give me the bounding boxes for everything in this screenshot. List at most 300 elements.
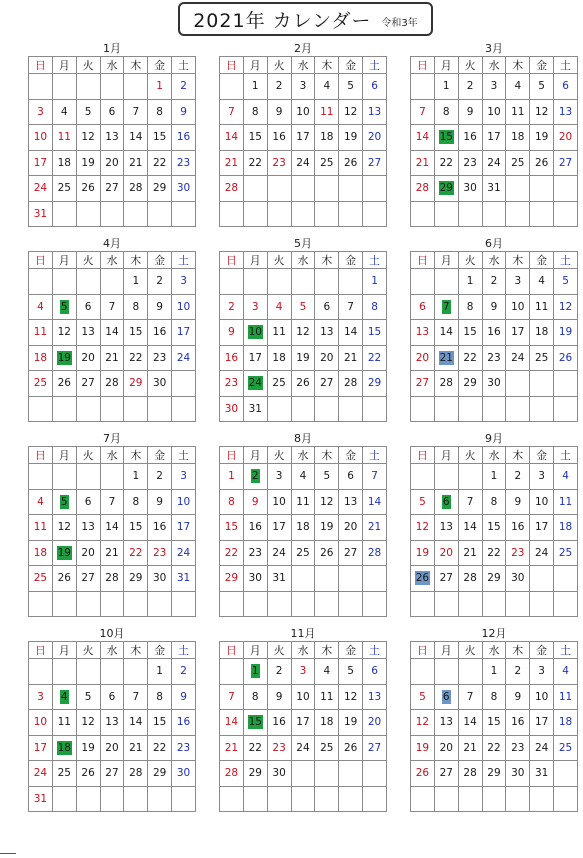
day-cell[interactable]: 11 bbox=[29, 320, 53, 346]
day-cell[interactable] bbox=[172, 201, 196, 227]
day-cell[interactable]: 5 bbox=[315, 464, 339, 490]
day-cell[interactable] bbox=[29, 269, 53, 295]
day-cell[interactable]: 22 bbox=[243, 150, 267, 176]
day-cell[interactable]: 22 bbox=[220, 540, 244, 566]
day-cell[interactable] bbox=[411, 566, 435, 592]
day-cell[interactable]: 15 bbox=[363, 320, 387, 346]
day-cell[interactable]: 12 bbox=[291, 320, 315, 346]
day-cell[interactable] bbox=[482, 786, 506, 812]
day-cell[interactable] bbox=[434, 294, 458, 320]
day-cell[interactable] bbox=[172, 371, 196, 397]
day-cell[interactable] bbox=[220, 591, 244, 617]
day-cell[interactable]: 20 bbox=[76, 345, 100, 371]
day-cell[interactable]: 29 bbox=[124, 371, 148, 397]
day-cell[interactable]: 2 bbox=[267, 74, 291, 100]
day-cell[interactable]: 20 bbox=[434, 540, 458, 566]
day-cell[interactable]: 19 bbox=[411, 540, 435, 566]
day-cell[interactable] bbox=[554, 371, 578, 397]
day-cell[interactable]: 17 bbox=[243, 345, 267, 371]
day-cell[interactable]: 25 bbox=[554, 735, 578, 761]
day-cell[interactable] bbox=[339, 176, 363, 202]
day-cell[interactable] bbox=[291, 761, 315, 787]
day-cell[interactable] bbox=[148, 591, 172, 617]
day-cell[interactable]: 8 bbox=[148, 99, 172, 125]
day-cell[interactable] bbox=[76, 464, 100, 490]
day-cell[interactable] bbox=[291, 269, 315, 295]
day-cell[interactable] bbox=[363, 786, 387, 812]
day-cell[interactable]: 2 bbox=[172, 659, 196, 685]
day-cell[interactable]: 20 bbox=[76, 540, 100, 566]
day-cell[interactable]: 12 bbox=[411, 710, 435, 736]
day-cell[interactable] bbox=[339, 396, 363, 422]
day-cell[interactable] bbox=[52, 269, 76, 295]
day-cell[interactable]: 8 bbox=[363, 294, 387, 320]
day-cell[interactable]: 11 bbox=[506, 99, 530, 125]
day-cell[interactable]: 20 bbox=[363, 710, 387, 736]
day-cell[interactable] bbox=[267, 396, 291, 422]
day-cell[interactable]: 24 bbox=[482, 150, 506, 176]
day-cell[interactable]: 28 bbox=[100, 371, 124, 397]
day-cell[interactable]: 9 bbox=[506, 684, 530, 710]
day-cell[interactable] bbox=[172, 591, 196, 617]
day-cell[interactable]: 10 bbox=[172, 489, 196, 515]
day-cell[interactable]: 16 bbox=[148, 515, 172, 541]
day-cell[interactable] bbox=[315, 396, 339, 422]
day-cell[interactable]: 4 bbox=[29, 489, 53, 515]
day-cell[interactable]: 5 bbox=[339, 74, 363, 100]
day-cell[interactable]: 15 bbox=[458, 320, 482, 346]
day-cell[interactable]: 10 bbox=[172, 294, 196, 320]
day-cell[interactable] bbox=[291, 396, 315, 422]
day-cell[interactable]: 19 bbox=[530, 125, 554, 151]
day-cell[interactable]: 31 bbox=[267, 566, 291, 592]
day-cell[interactable] bbox=[506, 786, 530, 812]
day-cell[interactable]: 4 bbox=[52, 99, 76, 125]
day-cell[interactable]: 22 bbox=[148, 735, 172, 761]
day-cell[interactable]: 26 bbox=[52, 566, 76, 592]
day-cell[interactable]: 14 bbox=[220, 710, 244, 736]
day-cell[interactable] bbox=[530, 176, 554, 202]
day-cell[interactable]: 11 bbox=[315, 99, 339, 125]
day-cell[interactable] bbox=[458, 464, 482, 490]
day-cell[interactable] bbox=[315, 566, 339, 592]
day-cell[interactable]: 11 bbox=[267, 320, 291, 346]
day-cell[interactable]: 13 bbox=[339, 489, 363, 515]
day-cell[interactable]: 23 bbox=[506, 540, 530, 566]
day-cell[interactable]: 11 bbox=[530, 294, 554, 320]
day-cell[interactable]: 31 bbox=[530, 761, 554, 787]
day-cell[interactable] bbox=[506, 371, 530, 397]
day-cell[interactable]: 27 bbox=[315, 371, 339, 397]
day-cell[interactable] bbox=[243, 659, 267, 685]
day-cell[interactable]: 27 bbox=[554, 150, 578, 176]
day-cell[interactable]: 3 bbox=[172, 464, 196, 490]
day-cell[interactable] bbox=[267, 176, 291, 202]
day-cell[interactable]: 29 bbox=[458, 371, 482, 397]
day-cell[interactable] bbox=[339, 201, 363, 227]
day-cell[interactable]: 1 bbox=[482, 659, 506, 685]
day-cell[interactable]: 19 bbox=[76, 735, 100, 761]
day-cell[interactable]: 29 bbox=[363, 371, 387, 397]
day-cell[interactable] bbox=[434, 659, 458, 685]
day-cell[interactable]: 23 bbox=[506, 735, 530, 761]
day-cell[interactable]: 18 bbox=[554, 515, 578, 541]
day-cell[interactable]: 11 bbox=[52, 125, 76, 151]
day-cell[interactable]: 22 bbox=[482, 540, 506, 566]
day-cell[interactable]: 7 bbox=[100, 489, 124, 515]
day-cell[interactable]: 30 bbox=[267, 761, 291, 787]
day-cell[interactable]: 26 bbox=[339, 735, 363, 761]
day-cell[interactable]: 10 bbox=[29, 710, 53, 736]
day-cell[interactable]: 4 bbox=[506, 74, 530, 100]
day-cell[interactable]: 21 bbox=[100, 345, 124, 371]
day-cell[interactable]: 7 bbox=[100, 294, 124, 320]
day-cell[interactable]: 16 bbox=[267, 125, 291, 151]
day-cell[interactable] bbox=[124, 396, 148, 422]
day-cell[interactable] bbox=[243, 176, 267, 202]
day-cell[interactable]: 25 bbox=[267, 371, 291, 397]
day-cell[interactable]: 1 bbox=[243, 74, 267, 100]
day-cell[interactable]: 2 bbox=[482, 269, 506, 295]
day-cell[interactable]: 22 bbox=[363, 345, 387, 371]
day-cell[interactable]: 8 bbox=[148, 684, 172, 710]
day-cell[interactable]: 6 bbox=[363, 659, 387, 685]
day-cell[interactable]: 1 bbox=[124, 464, 148, 490]
day-cell[interactable]: 24 bbox=[267, 540, 291, 566]
day-cell[interactable]: 3 bbox=[506, 269, 530, 295]
day-cell[interactable]: 9 bbox=[482, 294, 506, 320]
day-cell[interactable]: 8 bbox=[458, 294, 482, 320]
day-cell[interactable]: 14 bbox=[124, 125, 148, 151]
day-cell[interactable]: 29 bbox=[148, 761, 172, 787]
day-cell[interactable]: 22 bbox=[458, 345, 482, 371]
day-cell[interactable]: 14 bbox=[124, 710, 148, 736]
day-cell[interactable] bbox=[220, 659, 244, 685]
day-cell[interactable]: 28 bbox=[220, 176, 244, 202]
day-cell[interactable] bbox=[100, 464, 124, 490]
day-cell[interactable]: 18 bbox=[29, 540, 53, 566]
day-cell[interactable]: 13 bbox=[434, 710, 458, 736]
day-cell[interactable] bbox=[52, 345, 76, 371]
day-cell[interactable]: 30 bbox=[506, 761, 530, 787]
day-cell[interactable]: 26 bbox=[411, 761, 435, 787]
day-cell[interactable]: 10 bbox=[506, 294, 530, 320]
day-cell[interactable]: 29 bbox=[482, 761, 506, 787]
day-cell[interactable] bbox=[363, 176, 387, 202]
day-cell[interactable] bbox=[315, 176, 339, 202]
day-cell[interactable] bbox=[554, 566, 578, 592]
day-cell[interactable] bbox=[148, 201, 172, 227]
day-cell[interactable]: 24 bbox=[291, 735, 315, 761]
day-cell[interactable]: 3 bbox=[482, 74, 506, 100]
day-cell[interactable]: 19 bbox=[315, 515, 339, 541]
day-cell[interactable]: 24 bbox=[172, 345, 196, 371]
day-cell[interactable]: 13 bbox=[554, 99, 578, 125]
day-cell[interactable] bbox=[100, 786, 124, 812]
day-cell[interactable]: 6 bbox=[76, 489, 100, 515]
day-cell[interactable]: 29 bbox=[220, 566, 244, 592]
day-cell[interactable]: 13 bbox=[434, 515, 458, 541]
day-cell[interactable]: 12 bbox=[52, 320, 76, 346]
day-cell[interactable]: 5 bbox=[411, 489, 435, 515]
day-cell[interactable]: 23 bbox=[148, 540, 172, 566]
day-cell[interactable]: 16 bbox=[267, 710, 291, 736]
day-cell[interactable] bbox=[411, 269, 435, 295]
day-cell[interactable]: 29 bbox=[148, 176, 172, 202]
day-cell[interactable] bbox=[243, 710, 267, 736]
day-cell[interactable]: 20 bbox=[434, 735, 458, 761]
day-cell[interactable]: 21 bbox=[458, 540, 482, 566]
day-cell[interactable] bbox=[506, 176, 530, 202]
day-cell[interactable]: 3 bbox=[530, 659, 554, 685]
day-cell[interactable] bbox=[76, 201, 100, 227]
day-cell[interactable]: 19 bbox=[411, 735, 435, 761]
day-cell[interactable]: 14 bbox=[411, 125, 435, 151]
day-cell[interactable]: 20 bbox=[363, 125, 387, 151]
day-cell[interactable] bbox=[220, 74, 244, 100]
day-cell[interactable]: 28 bbox=[458, 566, 482, 592]
day-cell[interactable]: 18 bbox=[530, 320, 554, 346]
day-cell[interactable]: 17 bbox=[291, 125, 315, 151]
day-cell[interactable] bbox=[411, 396, 435, 422]
day-cell[interactable] bbox=[291, 566, 315, 592]
day-cell[interactable]: 16 bbox=[506, 710, 530, 736]
day-cell[interactable]: 6 bbox=[76, 294, 100, 320]
day-cell[interactable]: 5 bbox=[530, 74, 554, 100]
day-cell[interactable]: 25 bbox=[29, 371, 53, 397]
day-cell[interactable]: 5 bbox=[76, 99, 100, 125]
day-cell[interactable]: 8 bbox=[434, 99, 458, 125]
day-cell[interactable]: 23 bbox=[267, 150, 291, 176]
day-cell[interactable] bbox=[434, 464, 458, 490]
day-cell[interactable]: 2 bbox=[148, 464, 172, 490]
day-cell[interactable]: 22 bbox=[434, 150, 458, 176]
day-cell[interactable]: 4 bbox=[29, 294, 53, 320]
day-cell[interactable]: 27 bbox=[363, 735, 387, 761]
day-cell[interactable]: 20 bbox=[100, 150, 124, 176]
day-cell[interactable]: 9 bbox=[148, 294, 172, 320]
day-cell[interactable]: 17 bbox=[482, 125, 506, 151]
day-cell[interactable]: 6 bbox=[554, 74, 578, 100]
day-cell[interactable] bbox=[434, 125, 458, 151]
day-cell[interactable]: 15 bbox=[124, 515, 148, 541]
day-cell[interactable] bbox=[100, 591, 124, 617]
day-cell[interactable] bbox=[554, 176, 578, 202]
day-cell[interactable]: 21 bbox=[339, 345, 363, 371]
day-cell[interactable]: 27 bbox=[100, 176, 124, 202]
day-cell[interactable]: 11 bbox=[315, 684, 339, 710]
day-cell[interactable] bbox=[291, 176, 315, 202]
day-cell[interactable]: 15 bbox=[124, 320, 148, 346]
day-cell[interactable] bbox=[315, 786, 339, 812]
day-cell[interactable] bbox=[530, 786, 554, 812]
day-cell[interactable] bbox=[411, 659, 435, 685]
day-cell[interactable] bbox=[458, 786, 482, 812]
day-cell[interactable]: 7 bbox=[220, 684, 244, 710]
day-cell[interactable]: 12 bbox=[76, 710, 100, 736]
day-cell[interactable]: 13 bbox=[100, 710, 124, 736]
day-cell[interactable]: 27 bbox=[76, 566, 100, 592]
day-cell[interactable] bbox=[530, 396, 554, 422]
day-cell[interactable]: 12 bbox=[76, 125, 100, 151]
day-cell[interactable]: 25 bbox=[52, 761, 76, 787]
day-cell[interactable]: 21 bbox=[124, 735, 148, 761]
day-cell[interactable]: 21 bbox=[220, 735, 244, 761]
day-cell[interactable]: 20 bbox=[554, 125, 578, 151]
day-cell[interactable]: 12 bbox=[52, 515, 76, 541]
day-cell[interactable]: 16 bbox=[220, 345, 244, 371]
day-cell[interactable]: 23 bbox=[148, 345, 172, 371]
day-cell[interactable]: 2 bbox=[172, 74, 196, 100]
day-cell[interactable] bbox=[52, 735, 76, 761]
day-cell[interactable]: 19 bbox=[76, 150, 100, 176]
day-cell[interactable]: 27 bbox=[339, 540, 363, 566]
day-cell[interactable] bbox=[267, 786, 291, 812]
day-cell[interactable]: 13 bbox=[363, 684, 387, 710]
day-cell[interactable]: 15 bbox=[482, 710, 506, 736]
day-cell[interactable] bbox=[243, 464, 267, 490]
day-cell[interactable]: 24 bbox=[530, 540, 554, 566]
day-cell[interactable] bbox=[315, 269, 339, 295]
day-cell[interactable]: 15 bbox=[148, 125, 172, 151]
day-cell[interactable]: 11 bbox=[554, 684, 578, 710]
day-cell[interactable] bbox=[482, 396, 506, 422]
day-cell[interactable]: 9 bbox=[267, 684, 291, 710]
day-cell[interactable]: 28 bbox=[124, 176, 148, 202]
day-cell[interactable]: 28 bbox=[220, 761, 244, 787]
day-cell[interactable]: 17 bbox=[530, 710, 554, 736]
day-cell[interactable] bbox=[76, 74, 100, 100]
day-cell[interactable]: 18 bbox=[554, 710, 578, 736]
day-cell[interactable]: 18 bbox=[315, 710, 339, 736]
day-cell[interactable]: 19 bbox=[554, 320, 578, 346]
day-cell[interactable] bbox=[29, 591, 53, 617]
day-cell[interactable] bbox=[506, 201, 530, 227]
day-cell[interactable] bbox=[52, 201, 76, 227]
day-cell[interactable] bbox=[52, 591, 76, 617]
day-cell[interactable] bbox=[148, 396, 172, 422]
day-cell[interactable]: 26 bbox=[339, 150, 363, 176]
day-cell[interactable]: 13 bbox=[411, 320, 435, 346]
day-cell[interactable]: 31 bbox=[29, 786, 53, 812]
day-cell[interactable]: 1 bbox=[148, 74, 172, 100]
day-cell[interactable]: 9 bbox=[243, 489, 267, 515]
day-cell[interactable]: 6 bbox=[363, 74, 387, 100]
day-cell[interactable]: 4 bbox=[291, 464, 315, 490]
day-cell[interactable] bbox=[458, 396, 482, 422]
day-cell[interactable]: 5 bbox=[411, 684, 435, 710]
day-cell[interactable] bbox=[100, 396, 124, 422]
day-cell[interactable] bbox=[434, 201, 458, 227]
day-cell[interactable]: 10 bbox=[291, 684, 315, 710]
day-cell[interactable]: 18 bbox=[315, 125, 339, 151]
day-cell[interactable]: 2 bbox=[506, 659, 530, 685]
day-cell[interactable]: 21 bbox=[124, 150, 148, 176]
day-cell[interactable]: 20 bbox=[339, 515, 363, 541]
day-cell[interactable]: 3 bbox=[291, 659, 315, 685]
day-cell[interactable]: 24 bbox=[506, 345, 530, 371]
day-cell[interactable] bbox=[458, 591, 482, 617]
day-cell[interactable]: 26 bbox=[52, 371, 76, 397]
day-cell[interactable] bbox=[339, 786, 363, 812]
day-cell[interactable]: 16 bbox=[172, 125, 196, 151]
day-cell[interactable]: 28 bbox=[100, 566, 124, 592]
day-cell[interactable]: 1 bbox=[482, 464, 506, 490]
day-cell[interactable]: 7 bbox=[124, 684, 148, 710]
day-cell[interactable] bbox=[291, 786, 315, 812]
day-cell[interactable]: 28 bbox=[124, 761, 148, 787]
day-cell[interactable] bbox=[315, 761, 339, 787]
day-cell[interactable]: 3 bbox=[29, 684, 53, 710]
day-cell[interactable]: 18 bbox=[29, 345, 53, 371]
day-cell[interactable] bbox=[411, 201, 435, 227]
day-cell[interactable] bbox=[530, 201, 554, 227]
day-cell[interactable]: 14 bbox=[458, 710, 482, 736]
day-cell[interactable]: 9 bbox=[172, 99, 196, 125]
day-cell[interactable]: 1 bbox=[363, 269, 387, 295]
day-cell[interactable]: 25 bbox=[291, 540, 315, 566]
day-cell[interactable]: 15 bbox=[148, 710, 172, 736]
day-cell[interactable]: 30 bbox=[172, 176, 196, 202]
day-cell[interactable]: 29 bbox=[482, 566, 506, 592]
day-cell[interactable]: 23 bbox=[172, 150, 196, 176]
day-cell[interactable]: 4 bbox=[530, 269, 554, 295]
day-cell[interactable] bbox=[172, 396, 196, 422]
day-cell[interactable]: 5 bbox=[339, 659, 363, 685]
day-cell[interactable]: 22 bbox=[243, 735, 267, 761]
day-cell[interactable]: 16 bbox=[172, 710, 196, 736]
day-cell[interactable] bbox=[220, 269, 244, 295]
day-cell[interactable] bbox=[220, 201, 244, 227]
day-cell[interactable] bbox=[554, 591, 578, 617]
day-cell[interactable]: 7 bbox=[458, 684, 482, 710]
day-cell[interactable]: 2 bbox=[267, 659, 291, 685]
day-cell[interactable] bbox=[76, 269, 100, 295]
day-cell[interactable]: 23 bbox=[482, 345, 506, 371]
day-cell[interactable]: 19 bbox=[291, 345, 315, 371]
day-cell[interactable]: 3 bbox=[267, 464, 291, 490]
day-cell[interactable] bbox=[482, 591, 506, 617]
day-cell[interactable]: 25 bbox=[530, 345, 554, 371]
day-cell[interactable]: 7 bbox=[339, 294, 363, 320]
day-cell[interactable] bbox=[76, 786, 100, 812]
day-cell[interactable]: 28 bbox=[411, 176, 435, 202]
day-cell[interactable]: 17 bbox=[530, 515, 554, 541]
day-cell[interactable]: 12 bbox=[554, 294, 578, 320]
day-cell[interactable] bbox=[243, 269, 267, 295]
day-cell[interactable] bbox=[434, 786, 458, 812]
day-cell[interactable] bbox=[315, 591, 339, 617]
day-cell[interactable]: 21 bbox=[220, 150, 244, 176]
day-cell[interactable]: 3 bbox=[172, 269, 196, 295]
day-cell[interactable] bbox=[339, 269, 363, 295]
day-cell[interactable]: 6 bbox=[339, 464, 363, 490]
day-cell[interactable]: 27 bbox=[411, 371, 435, 397]
day-cell[interactable]: 4 bbox=[267, 294, 291, 320]
day-cell[interactable]: 27 bbox=[100, 761, 124, 787]
day-cell[interactable]: 12 bbox=[411, 515, 435, 541]
day-cell[interactable]: 9 bbox=[506, 489, 530, 515]
day-cell[interactable] bbox=[291, 591, 315, 617]
day-cell[interactable] bbox=[124, 591, 148, 617]
day-cell[interactable]: 13 bbox=[315, 320, 339, 346]
day-cell[interactable]: 28 bbox=[363, 540, 387, 566]
day-cell[interactable]: 20 bbox=[100, 735, 124, 761]
day-cell[interactable]: 6 bbox=[411, 294, 435, 320]
day-cell[interactable]: 21 bbox=[458, 735, 482, 761]
day-cell[interactable] bbox=[52, 294, 76, 320]
day-cell[interactable] bbox=[100, 269, 124, 295]
